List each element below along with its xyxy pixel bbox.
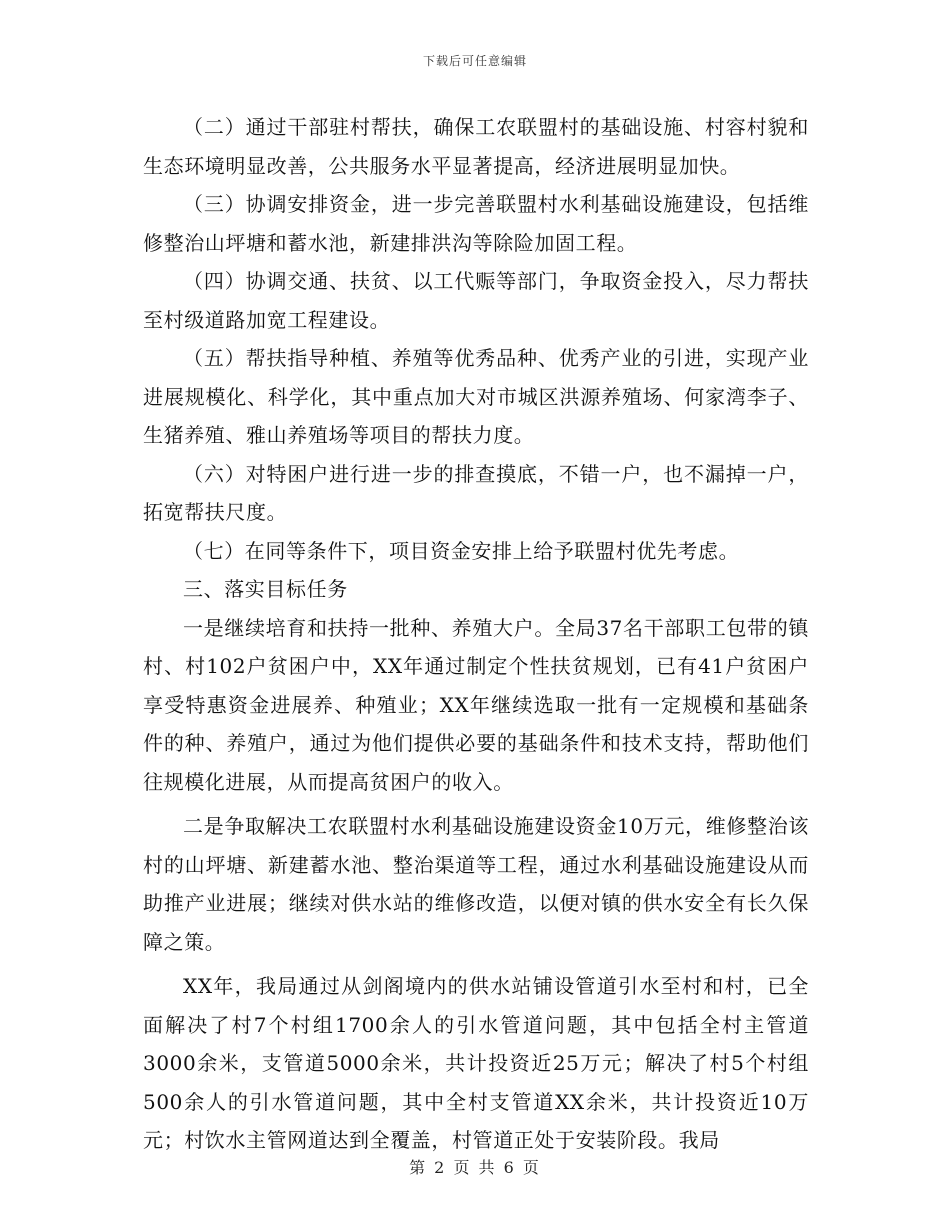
paragraph-water-project: XX年，我局通过从剑阁境内的供水站铺设管道引水至村和村，已全面解决了村7个村组1700余人的引水管道问题，其中包括全村主管道3000余米，支管道5000余米，共计投资近25万元；解决了村5个村组500余人的引水管道问题，其中全村支管道XX余米，共计投资近10万元；村饮水主管网道达到全覆盖，村管道正处于安装阶段。我局 (143, 974, 809, 1152)
paragraph-section-4: （四）协调交通、扶贫、以工代赈等部门，争取资金投入，尽力帮扶至村级道路加宽工程建设。 (143, 269, 809, 332)
paragraph-section-7: （七）在同等条件下，项目资金安排上给予联盟村优先考虑。 (183, 538, 740, 563)
paragraph-section-3: （三）协调安排资金，进一步完善联盟村水利基础设施建设，包括维修整治山坪塘和蓄水池，新建排洪沟等除险加固工程。 (143, 192, 809, 255)
section-heading-3: 三、落实目标任务 (183, 577, 348, 601)
paragraph-section-6: （六）对特困户进行进一步的排查摸底，不错一户，也不漏掉一户，拓宽帮扶尺度。 (143, 461, 809, 524)
paragraph-task-1: 一是继续培育和扶持一批种、养殖大户。全局37名干部职工包带的镇村、村102户贫困户中，XX年通过制定个性扶贫规划，已有41户贫困户享受特惠资金进展养、种殖业；XX年继续选取一批有一定规模和基础条件的种、养殖户，通过为他们提供必要的基础条件和技术支持，帮助他们往规模化进展，从而提高贫困户的收入。 (143, 615, 809, 794)
paragraph-section-2: （二）通过干部驻村帮扶，确保工农联盟村的基础设施、村容村貌和生态环境明显改善，公共服务水平显著提高，经济进展明显加快。 (143, 115, 809, 178)
paragraph-task-2: 二是争取解决工农联盟村水利基础设施建设资金10万元，维修整治该村的山坪塘、新建蓄水池、整治渠道等工程，通过水利基础设施建设从而助推产业进展；继续对供水站的维修改造，以便对镇的供水安全有长久保障之策。 (143, 814, 809, 954)
paragraph-section-5: （五）帮扶指导种植、养殖等优秀品种、优秀产业的引进，实现产业进展规模化、科学化，其中重点加大对市城区洪源养殖场、何家湾李子、生猪养殖、雅山养殖场等项目的帮扶力度。 (143, 346, 809, 447)
page-header: 下载后可任意编辑 (422, 54, 527, 68)
page-number-footer: 第 2 页 共 6 页 (409, 1158, 541, 1177)
document-body (143, 108, 809, 1160)
